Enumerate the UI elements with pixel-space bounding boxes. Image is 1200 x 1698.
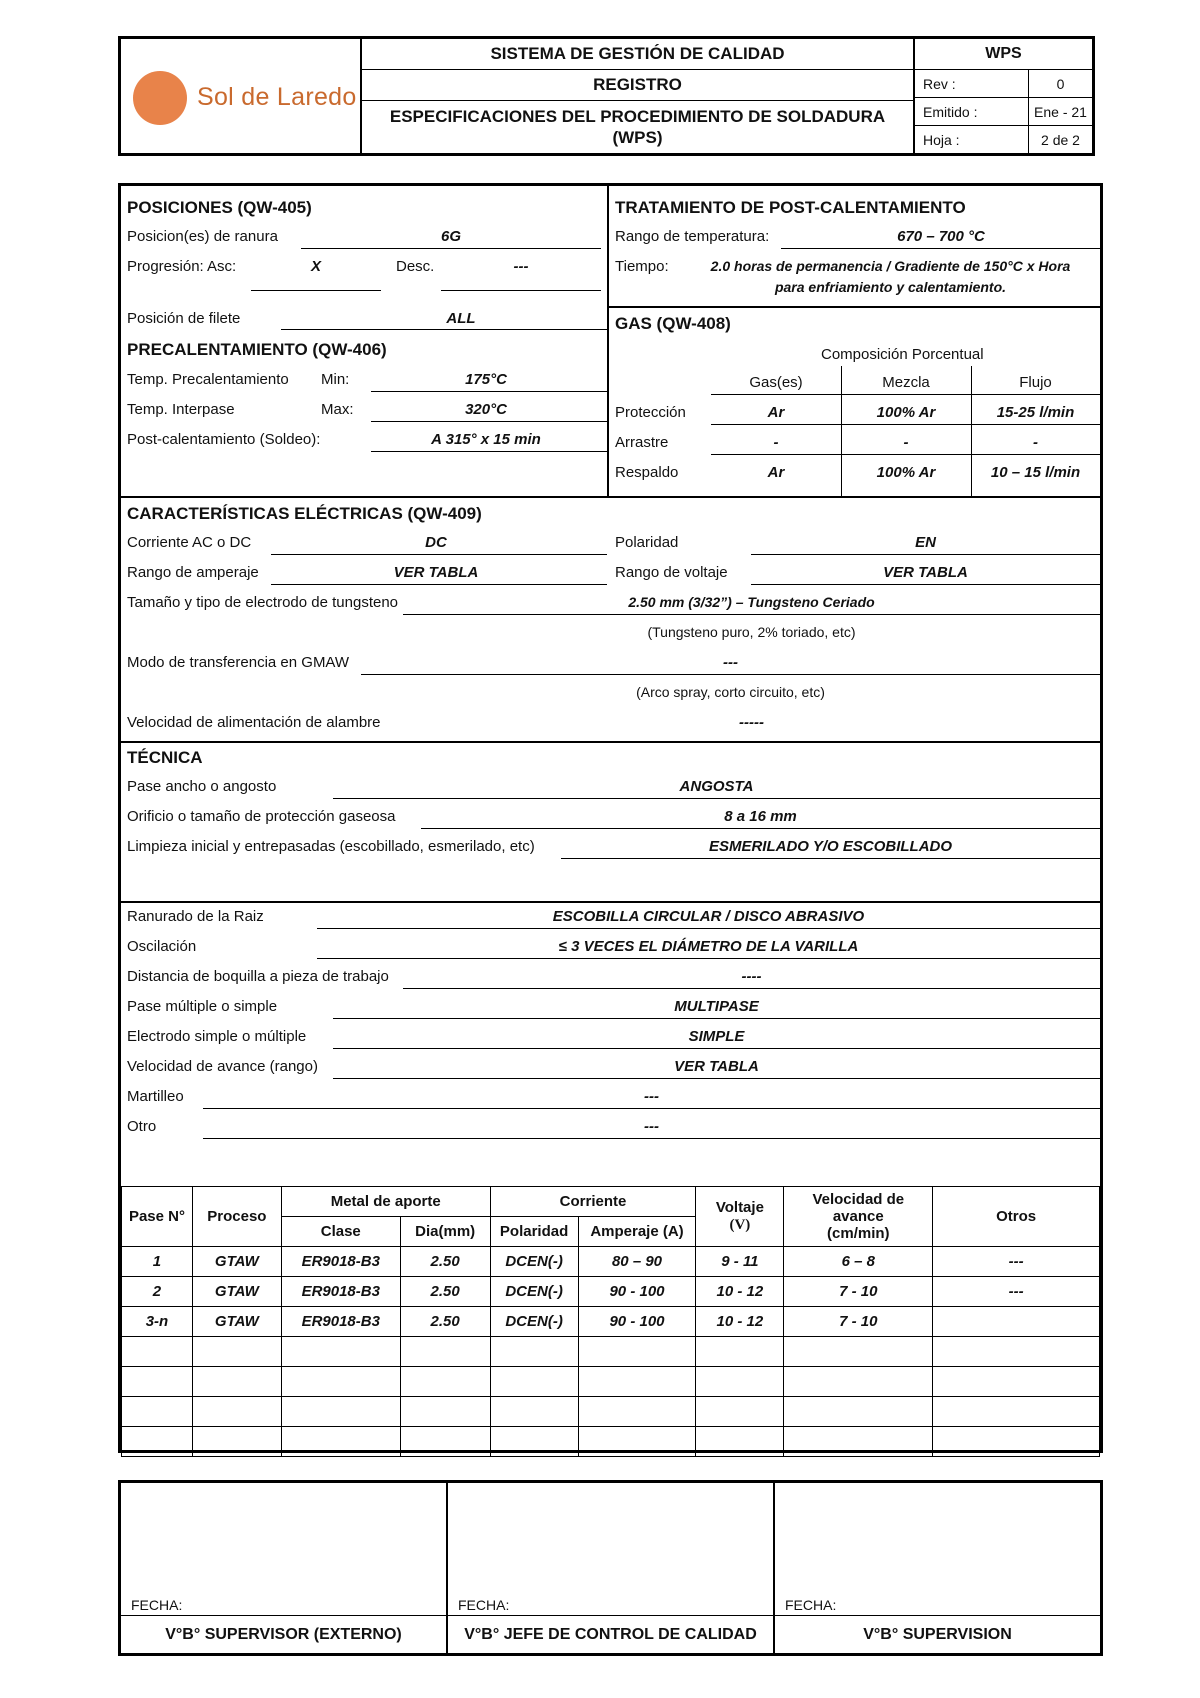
gas-row-label: Protección — [615, 404, 686, 421]
underline — [561, 858, 1100, 859]
gas-title: GAS (QW-408) — [615, 314, 731, 333]
gas-row-label: Arrastre — [615, 434, 669, 451]
table-row — [122, 1247, 1100, 1277]
underline — [301, 248, 601, 249]
cell-otros — [933, 1307, 1100, 1337]
cell-voltaje: 10 - 12 — [696, 1307, 784, 1337]
distancia-label: Distancia de boquilla a pieza de trabajo — [127, 968, 389, 985]
gas-row-mezcla: 100% Ar — [876, 404, 936, 421]
passes-table — [121, 1186, 1100, 1457]
gas-row-flujo: 10 – 15 l/min — [990, 464, 1081, 481]
document-title: ESPECIFICACIONES DEL PROCEDIMIENTO DE SOLDADURA (WPS) — [389, 107, 886, 147]
alambre-label: Velocidad de alimentación de alambre — [127, 714, 381, 731]
document-code: WPS — [915, 39, 1092, 70]
martilleo-value: --- — [644, 1088, 659, 1105]
col-header-pase: Pase N° — [122, 1187, 193, 1247]
signature-block — [118, 1480, 1103, 1656]
cell-clase: ER9018-B3 — [281, 1307, 400, 1337]
table-row-empty — [122, 1427, 1100, 1457]
underline — [251, 290, 381, 291]
distancia-value: ---- — [741, 968, 762, 985]
document-header — [118, 36, 1095, 156]
voltaje-value: VER TABLA — [883, 564, 968, 581]
col-header-clase: Clase — [281, 1217, 400, 1247]
ranura-label: Posicion(es) de ranura — [127, 228, 278, 245]
ranurado-label: Ranurado de la Raiz — [127, 908, 264, 925]
progresion-label: Progresión: Asc: — [127, 258, 237, 275]
cell-polaridad: DCEN(-) — [490, 1247, 578, 1277]
cell-polaridad: DCEN(-) — [490, 1307, 578, 1337]
divider — [121, 741, 1100, 743]
underline — [333, 1018, 1100, 1019]
record-label: REGISTRO — [362, 70, 913, 101]
gas-row-label: Respaldo — [615, 464, 679, 481]
gas-row-mezcla: 100% Ar — [876, 464, 936, 481]
min-value: 175°C — [465, 371, 507, 388]
mezcla-col-header: Mezcla — [882, 374, 930, 391]
cell-velocidad: 7 - 10 — [784, 1307, 933, 1337]
signature-title: V°B° JEFE DE CONTROL DE CALIDAD — [464, 1625, 757, 1643]
underline — [441, 290, 601, 291]
cell-velocidad: 6 – 8 — [784, 1247, 933, 1277]
max-label: Max: — [321, 401, 354, 418]
cell-clase: ER9018-B3 — [281, 1247, 400, 1277]
signature-jefe-calidad — [448, 1483, 775, 1653]
cell-dia: 2.50 — [400, 1277, 490, 1307]
underline — [371, 421, 607, 422]
underline — [403, 614, 1100, 615]
oscilacion-value: ≤ 3 VECES EL DIÁMETRO DE LA VARILLA — [558, 938, 859, 955]
tiempo-value-1: 2.0 horas de permanencia / Gradiente de 150°C x Hora — [710, 258, 1071, 274]
tiempo-label: Tiempo: — [615, 258, 669, 275]
tungsteno-label: Tamaño y tipo de electrodo de tungsteno — [127, 594, 399, 611]
underline — [333, 1048, 1100, 1049]
tungsteno-hint: (Tungsteno puro, 2% toriado, etc) — [647, 624, 856, 640]
underline — [333, 1078, 1100, 1079]
cell-pase: 3-n — [122, 1307, 193, 1337]
polaridad-value: EN — [915, 534, 936, 551]
oscilacion-label: Oscilación — [127, 938, 197, 955]
filete-value: ALL — [446, 310, 476, 327]
cell-dia: 2.50 — [400, 1307, 490, 1337]
underline — [281, 329, 607, 330]
cell-proceso: GTAW — [192, 1277, 281, 1307]
cell-amperaje: 90 - 100 — [578, 1307, 696, 1337]
signature-supervision — [775, 1483, 1100, 1653]
cell-polaridad: DCEN(-) — [490, 1277, 578, 1307]
cell-pase: 1 — [122, 1247, 193, 1277]
signature-area — [121, 1483, 446, 1597]
underline — [421, 828, 1100, 829]
precalentamiento-title: PRECALENTAMIENTO (QW-406) — [127, 340, 387, 359]
underline — [317, 958, 1100, 959]
underline — [403, 988, 1100, 989]
col-header-corriente: Corriente — [490, 1187, 696, 1217]
multiple-value: MULTIPASE — [674, 998, 759, 1015]
temp-pre-label: Temp. Precalentamiento — [127, 371, 289, 388]
underline — [361, 674, 1100, 675]
col-header-proceso: Proceso — [192, 1187, 281, 1247]
pase-value: ANGOSTA — [679, 778, 754, 795]
cell-amperaje: 80 – 90 — [578, 1247, 696, 1277]
table-row — [122, 1307, 1100, 1337]
cell-voltaje: 10 - 12 — [696, 1277, 784, 1307]
pase-label: Pase ancho o angosto — [127, 778, 277, 795]
voltaje-label: Rango de voltaje — [615, 564, 728, 581]
post-title: TRATAMIENTO DE POST-CALENTAMIENTO — [615, 198, 966, 217]
col-header-polaridad: Polaridad — [490, 1217, 578, 1247]
tungsteno-value: 2.50 mm (3/32”) – Tungsteno Ceriado — [628, 594, 875, 610]
cell-dia: 2.50 — [400, 1247, 490, 1277]
cell-pase: 2 — [122, 1277, 193, 1307]
gas-row-gas: - — [773, 434, 779, 451]
composicion-label: Composición Porcentual — [821, 346, 984, 363]
limpieza-value: ESMERILADO Y/O ESCOBILLADO — [708, 838, 953, 855]
header-meta — [915, 39, 1092, 153]
orificio-label: Orificio o tamaño de protección gaseosa — [127, 808, 396, 825]
column-divider — [607, 186, 609, 496]
hoja-value: 2 de 2 — [1041, 131, 1080, 148]
divider — [121, 901, 1100, 903]
alambre-value: ----- — [739, 714, 764, 731]
flujo-col-header: Flujo — [1019, 374, 1052, 391]
avance-label: Velocidad de avance (rango) — [127, 1058, 318, 1075]
col-header-velocidad: Velocidad de avance (cm/min) — [784, 1187, 933, 1247]
corriente-label: Corriente AC o DC — [127, 534, 252, 551]
min-label: Min: — [321, 371, 350, 388]
otro-label: Otro — [127, 1118, 157, 1135]
company-logo — [121, 39, 362, 153]
col-header-amperaje: Amperaje (A) — [578, 1217, 696, 1247]
underline — [271, 554, 607, 555]
polaridad-label: Polaridad — [615, 534, 679, 551]
logo-circle-icon — [133, 71, 187, 125]
divider — [121, 496, 1100, 498]
divider — [607, 306, 1100, 308]
fecha-label: FECHA: — [448, 1597, 773, 1616]
wps-form — [118, 183, 1103, 1453]
underline — [711, 424, 1100, 425]
underline — [333, 798, 1100, 799]
fecha-label: FECHA: — [121, 1597, 446, 1616]
col-header-metal: Metal de aporte — [281, 1187, 490, 1217]
gas-col-header: Gas(es) — [749, 374, 803, 391]
underline — [203, 1138, 1100, 1139]
underline — [711, 394, 1100, 395]
underline — [781, 248, 1100, 249]
signature-area — [448, 1483, 773, 1597]
underline — [711, 454, 1100, 455]
cell-voltaje: 9 - 11 — [696, 1247, 784, 1277]
max-value: 320°C — [465, 401, 507, 418]
temp-inter-label: Temp. Interpase — [127, 401, 235, 418]
hoja-label: Hoja : — [915, 126, 1029, 153]
system-title: SISTEMA DE GESTIÓN DE CALIDAD — [362, 39, 913, 70]
rango-temp-value: 670 – 700 °C — [897, 228, 985, 245]
signature-title: V°B° SUPERVISOR (EXTERNO) — [165, 1625, 402, 1643]
signature-title: V°B° SUPERVISION — [863, 1625, 1012, 1643]
col-header-otros: Otros — [933, 1187, 1100, 1247]
martilleo-label: Martilleo — [127, 1088, 184, 1105]
cell-clase: ER9018-B3 — [281, 1277, 400, 1307]
cell-proceso: GTAW — [192, 1307, 281, 1337]
rev-label: Rev : — [915, 70, 1029, 97]
gas-row-mezcla: - — [903, 434, 909, 451]
gas-row-flujo: - — [1033, 434, 1038, 451]
tecnica-title: TÉCNICA — [127, 748, 203, 767]
cell-proceso: GTAW — [192, 1247, 281, 1277]
post-soldeo-label: Post-calentamiento (Soldeo): — [127, 431, 321, 448]
gmaw-hint: (Arco spray, corto circuito, etc) — [636, 684, 825, 700]
post-soldeo-value: A 315° x 15 min — [431, 431, 541, 448]
logo-text: Sol de Laredo — [197, 83, 357, 111]
posiciones-title: POSICIONES (QW-405) — [127, 198, 312, 217]
rev-value: 0 — [1056, 75, 1065, 92]
cell-velocidad: 7 - 10 — [784, 1277, 933, 1307]
gmaw-label: Modo de transferencia en GMAW — [127, 654, 350, 671]
table-row-empty — [122, 1367, 1100, 1397]
gas-row-flujo: 15-25 l/min — [996, 404, 1075, 421]
corriente-value: DC — [425, 534, 447, 551]
amperaje-label: Rango de amperaje — [127, 564, 259, 581]
emitido-value: Ene - 21 — [1034, 103, 1087, 120]
orificio-value: 8 a 16 mm — [724, 808, 797, 825]
underline — [271, 584, 607, 585]
underline — [317, 928, 1100, 929]
electrodo-label: Electrodo simple o múltiple — [127, 1028, 307, 1045]
underline — [751, 554, 1100, 555]
cell-otros: --- — [933, 1277, 1100, 1307]
table-row-empty — [122, 1397, 1100, 1427]
tiempo-value-2: para enfriamiento y calentamiento. — [774, 279, 1007, 295]
gmaw-value: --- — [723, 654, 738, 671]
underline — [371, 451, 607, 452]
multiple-label: Pase múltiple o simple — [127, 998, 278, 1015]
fecha-label: FECHA: — [775, 1597, 1100, 1616]
rango-temp-label: Rango de temperatura: — [615, 228, 770, 245]
table-row-empty — [122, 1337, 1100, 1367]
col-header-dia: Dia(mm) — [400, 1217, 490, 1247]
ranura-value: 6G — [440, 228, 461, 245]
gas-row-gas: Ar — [767, 464, 785, 481]
table-row — [122, 1277, 1100, 1307]
limpieza-label: Limpieza inicial y entrepasadas (escobillado, esmerilado, etc) — [127, 838, 535, 855]
underline — [203, 1108, 1100, 1109]
electricas-title: CARACTERÍSTICAS ELÉCTRICAS (QW-409) — [127, 504, 482, 523]
desc-label: Desc. — [396, 258, 435, 275]
cell-otros: --- — [933, 1247, 1100, 1277]
emitido-label: Emitido : — [915, 98, 1029, 125]
underline — [751, 584, 1100, 585]
otro-value: --- — [644, 1118, 659, 1135]
header-titles — [362, 39, 915, 153]
ranurado-value: ESCOBILLA CIRCULAR / DISCO ABRASIVO — [552, 908, 865, 925]
cell-amperaje: 90 - 100 — [578, 1277, 696, 1307]
signature-area — [775, 1483, 1100, 1597]
col-header-voltaje: Voltaje (V) — [696, 1187, 784, 1247]
signature-supervisor-externo — [121, 1483, 448, 1653]
table-header-row — [122, 1187, 1100, 1217]
electrodo-value: SIMPLE — [688, 1028, 745, 1045]
amperaje-value: VER TABLA — [393, 564, 479, 581]
asc-value: X — [310, 258, 321, 275]
underline — [371, 391, 607, 392]
avance-value: VER TABLA — [674, 1058, 759, 1075]
gas-row-gas: Ar — [767, 404, 785, 421]
desc-value: --- — [513, 258, 529, 275]
filete-label: Posición de filete — [127, 310, 241, 327]
